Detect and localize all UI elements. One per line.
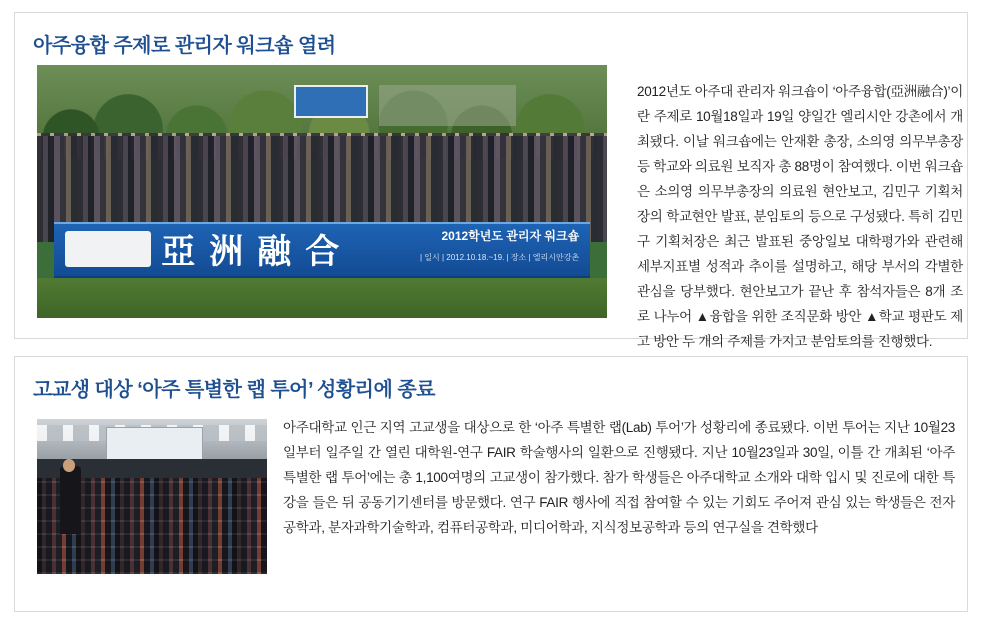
photo-2-speaker-body — [60, 466, 81, 534]
lab-tour-lecture-photo — [37, 419, 267, 574]
photo-1-background-building — [379, 85, 516, 125]
banner-title-block — [408, 227, 579, 272]
article-card-lab-tour — [14, 356, 968, 612]
photo-1-banner — [54, 222, 590, 278]
photo-2-speaker-head — [63, 459, 75, 471]
article-1-body: 2012년도 아주대 관리자 워크숍이 ‘아주융합(亞洲融合)’이란 주제로 10월18일과 19일 양일간 엘리시안 강촌에서 개최됐다. 이날 워크숍에는 안재환 총장, 소의영 의무부총장 등 학교와 의료원 보직자 총 88명이 참여했다. 이번 워크숍은 소의영 의무부총장의 의료원 현안보고, 김민구 기획처장의 학교현안 발표, 분임토의 등으로 구성됐다. 특히 김민구 기획처장은 최근 발표된 중앙일보 대학평가와 관련해 세부지표별 성적과 추이를 설명하고, 해당 부서의 각별한 관심을 당부했다. 현안보고가 끝난 후 참석자들은 8개 조로 나누어 ▲융합을 위한 조직문화 방안 ▲학교 평판도 제고 방안 두 개의 주제를 가지고 분임토의를 진행했다. — [637, 84, 963, 349]
article-1-headline: 아주융합 주제로 관리자 워크숍 열려 — [33, 35, 336, 57]
banner-subtitle: | 일시 | 2012.10.18.~19. | 장소 | 엘리시안강촌 — [419, 252, 580, 262]
photo-2-projection-screen — [106, 427, 203, 461]
article-card-workshop — [14, 12, 968, 349]
photo-1-lawn — [37, 278, 607, 318]
article-2-headline: 고교생 대상 ‘아주 특별한 랩 투어’ 성황리에 종료 — [33, 379, 435, 401]
article-2-body: 아주대학교 인근 지역 고교생을 대상으로 한 ‘아주 특별한 랩(Lab) 투어’가 성황리에 종료됐다. 이번 투어는 지난 10월23일부터 일주일 간 열린 대학원-연구 FAIR 학술행사의 일환으로 진행됐다. 지난 10월23일과 30일, 이틀 간 개최된 ‘아주 특별한 랩 투어’에는 총 1,100여명의 고교생이 참가했다. 참가 학생들은 아주대학교 소개와 대학 입시 및 진로에 대한 특강을 들은 뒤 공동기기센터를 방문했다. 연구 FAIR 행사에 직접 참여할 수 있는 기회도 주어져 관심 있는 학생들은 전자공학과, 분자과학기술학과, 컴퓨터공학과, 미디어학과, 지식정보공학과 등의 연구실을 견학했다 — [283, 420, 955, 535]
university-logo — [65, 231, 151, 267]
banner-hanja-text: 亞洲融合 — [161, 231, 354, 272]
workshop-group-photo — [37, 65, 607, 318]
photo-1-background-sign — [294, 85, 368, 118]
banner-title: 2012학년도 관리자 워크숍 — [441, 228, 580, 243]
